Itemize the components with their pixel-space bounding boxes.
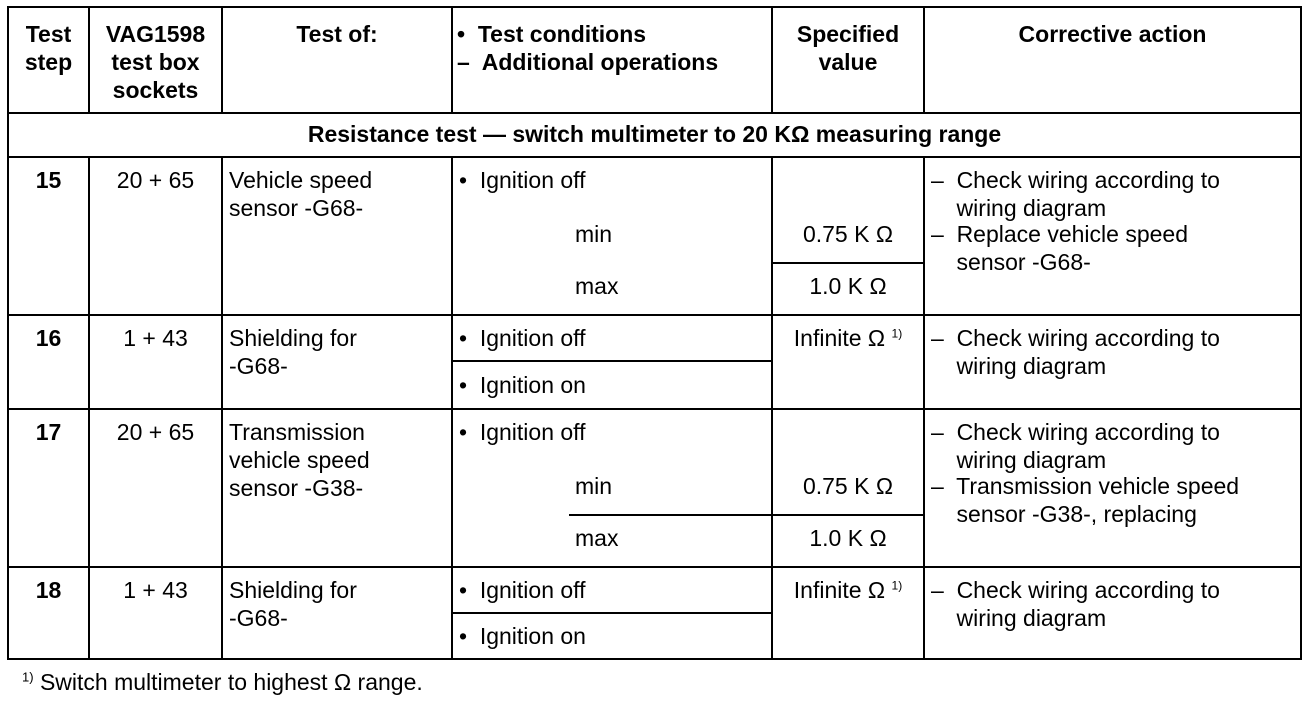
footnote: [22, 668, 423, 696]
section-title: Resistance test — switch multimeter to 20 KΩ measuring range: [307, 121, 1002, 147]
col-divider: [221, 156, 223, 658]
row-15-action-1: – Check wiring according to wiring diagram: [931, 167, 1220, 221]
row-17-test-of: Transmission vehicle speed sensor -G38-: [229, 419, 370, 501]
row-rule: [9, 314, 1300, 316]
row-15-min-value: 0.75 K Ω: [802, 221, 894, 247]
row-17-min-value: 0.75 K Ω: [802, 473, 894, 499]
row-15-action-2: – Replace vehicle speed sensor -G68-: [931, 221, 1188, 275]
value-split-rule: [771, 262, 925, 264]
header-test-step: Test step: [24, 21, 73, 75]
row-15-condition: • Ignition off: [459, 167, 586, 193]
row-16-step: 16: [35, 325, 62, 351]
footnote-marker: 1): [22, 669, 34, 685]
row-17-max-label: max: [575, 525, 619, 551]
row-18-test-of: Shielding for -G68-: [229, 577, 357, 631]
row-18-value: [773, 576, 923, 604]
row-16-value-note: 1): [891, 326, 903, 341]
row-18-sockets: 1 + 43: [123, 577, 188, 603]
header-conditions-1: • Test conditions: [457, 21, 647, 47]
row-17-sockets: 20 + 65: [116, 419, 195, 445]
condition-split-rule: [451, 360, 773, 362]
row-rule: [9, 408, 1300, 410]
row-16-action-1: – Check wiring according to wiring diagram: [931, 325, 1220, 379]
header-sockets: VAG1598 test box sockets: [105, 21, 206, 103]
minmax-split-rule: [569, 514, 925, 516]
row-15-max-value: 1.0 K Ω: [809, 273, 887, 299]
col-divider: [451, 8, 453, 112]
header-test-of: Test of:: [296, 21, 378, 47]
row-16-condition-2: • Ignition on: [459, 372, 586, 398]
header-conditions-2: – Additional operations: [457, 49, 719, 75]
footnote-text: Switch multimeter to highest Ω range.: [39, 669, 423, 695]
row-18-value-note: 1): [891, 578, 903, 593]
col-divider: [451, 156, 453, 658]
row-17-action-2: – Transmission vehicle speed sensor -G38-, replacing: [931, 473, 1240, 527]
test-table: [7, 6, 1302, 660]
condition-split-rule: [451, 612, 773, 614]
col-divider: [923, 156, 925, 658]
row-18-action-1: – Check wiring according to wiring diagram: [931, 577, 1220, 631]
row-18-value-text: Infinite Ω: [793, 577, 886, 603]
row-16-sockets: 1 + 43: [123, 325, 188, 351]
row-17-max-value: 1.0 K Ω: [809, 525, 887, 551]
row-15-min-label: min: [575, 221, 613, 247]
row-15-sockets: 20 + 65: [116, 167, 195, 193]
row-rule: [9, 566, 1300, 568]
row-15-test-of: Vehicle speed sensor -G68-: [229, 167, 373, 221]
section-rule: [9, 156, 1300, 158]
row-17-step: 17: [35, 419, 62, 445]
row-16-value: [773, 324, 923, 352]
row-18-step: 18: [35, 577, 62, 603]
row-17-action-1: – Check wiring according to wiring diagram: [931, 419, 1220, 473]
header-specified-value: Specified value: [796, 21, 900, 75]
row-16-test-of: Shielding for -G68-: [229, 325, 357, 379]
row-15-step: 15: [35, 167, 62, 193]
row-17-condition: • Ignition off: [459, 419, 586, 445]
header-corrective-action: Corrective action: [1018, 21, 1207, 47]
row-18-condition-2: • Ignition on: [459, 623, 586, 649]
row-16-value-text: Infinite Ω: [793, 325, 886, 351]
row-17-min-label: min: [575, 473, 613, 499]
header-rule: [9, 112, 1300, 114]
row-15-max-label: max: [575, 273, 619, 299]
row-18-condition-1: • Ignition off: [459, 577, 586, 603]
row-16-condition-1: • Ignition off: [459, 325, 586, 351]
